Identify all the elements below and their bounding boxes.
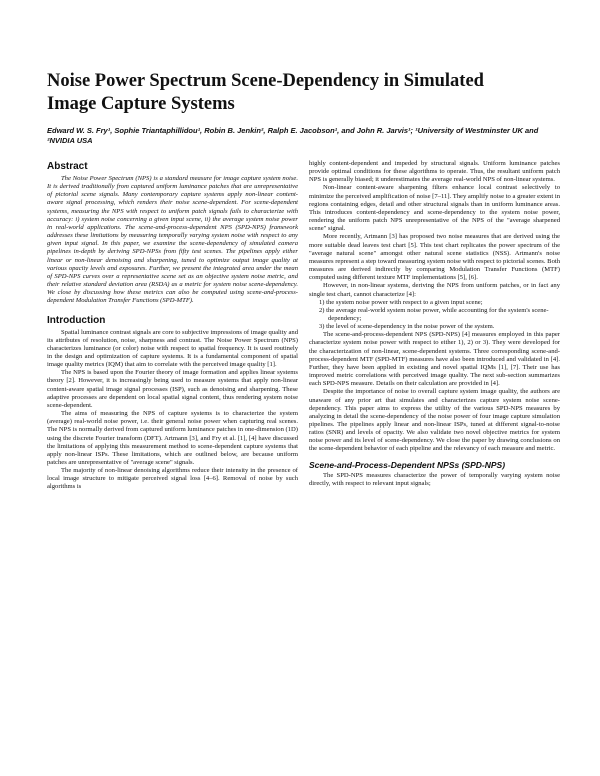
paper-title: Noise Power Spectrum Scene-Dependency in Simulated Image Capture Systems (47, 71, 484, 114)
intro-paragraph: The NPS is based upon the Fourier theory of image formation and applies linear systems theory [2]. However, it is increasingly being used to measure systems that apply non-linear content-aware spatial image signal processes (ISP), such as denoising and sharpening. These adaptive processes are dependent on local spatial signal content, thus rendering system noise scene-dependent. (47, 369, 298, 409)
introduction-heading: Introduction (47, 314, 106, 326)
body-paragraph: Despite the importance of noise to overall capture system image quality, the authors are unaware of any prior art that simulates and characterizes capture system noise scene-dependency. This paper aims to express the utility of the various SPD-NPS measures by analyzing in detail the scene-dependency of the noise power of four image capture simulation pipelines. The pipelines apply linear and non-linear ISPs, tuned at different signal-to-noise ratios (SNR) and levels of opacity. We also validate two novel objective metrics for system noise power and its level of scene-dependency. We close the paper by drawing conclusions on the scene-dependent behavior of each pipeline and the relevancy of each measure and metric. (309, 388, 560, 453)
body-paragraph: More recently, Artmann [3] has proposed two noise measures that are derived using the more suitable dead leaves test chart [5]. This test chart replicates the power spectrum of the "average natural scene" amongst other natural scene statistics (NSS). Artmann's noise measures represent a step toward measuring system noise with respect to pictorial scenes. Both measures are derived indirectly by comparing Modulation Transfer Functions (MTF) computed using different texture MTF implementations [5], [6]. (309, 233, 560, 282)
intro-paragraph: The majority of non-linear denoising algorithms reduce their intensity in the presence of local image structure to mitigate perceived signal loss [4–6]. Removal of noise by such algorithms is (47, 467, 298, 491)
intro-paragraph: The aims of measuring the NPS of capture systems is to characterize the system (average) real-world noise power, i.e. their general noise power when capturing real scenes. The NPS is normally derived from captured uniform luminance patches in one-dimension (1D) using the discrete Fourier transform (DFT). Artmann [3], and Fry et al. [1], [4] have discussed the limitations of applying this measurement method to scene-dependent capture systems that apply non-linear ISPs. These limitations, which are outlined below, are because uniform patches are unrepresentative of "average scene" signals. (47, 410, 298, 466)
list-item: 3) the level of scene-dependency in the noise power of the system. (319, 323, 495, 331)
left-column (47, 160, 298, 492)
list-item: 2) the average real-world system noise power, while accounting for the system's scene-dependency; (319, 306, 549, 322)
abstract-heading: Abstract (47, 161, 88, 172)
right-column (309, 160, 560, 488)
list-item: 1) the system noise power with respect to a given input scene; (319, 298, 483, 306)
body-paragraph: The scene-and-process-dependent NPS (SPD-NPS) [4] measures employed in this paper characterize system noise power with respect to either 1), 2) or 3). They were developed for the characterization of non-linear, scene-dependent systems. Three corresponding scene-and-process-dependent MTF (SPD-MTF) measures have also been introduced and validated in [4]. Further, they have been applied in existing and novel spatial IQMs [1], [7]. Their use has improved metric correlations with perceived image quality. The next sub-section summarizes each SPD-NPS measure. Details on their calculation are provided in [4]. (309, 331, 560, 388)
abstract-text: The Noise Power Spectrum (NPS) is a standard measure for image capture system noise. It is derived traditionally from captured uniform luminance patches that are unrepresentative of pictorial scene signals. Many contemporary capture systems apply non-linear content-aware signal processing, which renders their noise scene-dependent. For scene-dependent systems, measuring the NPS with respect to uniform patch signals fails to characterize with accuracy: i) system noise concerning a given input scene, ii) the average system noise power in real-world applications. The scene-and-process-dependent NPS (SPD-NPS) framework addresses these limitations by measuring temporally varying system noise with respect to any given input signal. In this paper, we examine the scene-dependency of simulated camera pipelines in-depth by deriving SPD-NPSs from fifty test scenes. The pipelines apply either linear or non-linear denoising and sharpening, tuned to optimize output image quality at various opacity levels and exposures. Further, we present the integrated area under the mean of SPD-NPS curves over a representative scene set as an objective system noise metric, and their relative standard deviation area (RSDA) as a metric for system noise scene-dependency. We close by discussing how these metrics can also be computed using scene-and-process-dependent Modulation Transfer Functions (SPD-MTF). (47, 175, 298, 305)
author-affiliations: Edward W. S. Fry¹, Sophie Triantaphillidou¹, Robin B. Jenkin², Ralph E. Jacobson¹, and John R. Jarvis¹; ¹University of Westminster UK and ²NVIDIA USA (47, 126, 539, 145)
body-paragraph: highly content-dependent and impeded by structural signals. Uniform luminance patches provide optimal conditions for these algorithms to operate. Thus, the resultant uniform patch NPS is generally biased; it underestimates the average real-world NPS of non-linear systems. (309, 160, 560, 184)
body-paragraph: Non-linear content-aware sharpening filters enhance local contrast selectively to minimize the perceived amplification of noise [7–11]. They amplify noise to a greater extent in regions containing edges, detail and other structural signals than in uniform luminance areas. This introduces content-dependency and scene-dependency to the system noise power, rendering the uniform patch NPS unrepresentative of the NPS of the "average sharpened scene" signal. (309, 184, 560, 233)
section-subheading: Scene-and-Process-Dependent NPSs (SPD-NPS) (309, 459, 506, 470)
limitations-list (309, 299, 560, 332)
intro-paragraph: Spatial luminance contrast signals are core to subjective impressions of image quality and its attributes of resolution, noise, sharpness and contrast. The Noise Power Spectrum (NPS) characterizes luminance (or color) noise with respect to spatial frequency. It is used routinely in the design and optimization of capture systems. It is a fundamental component of spatial image quality metrics (IQM) that aim to correlate with the perceived image quality [1]. (47, 328, 298, 369)
body-paragraph: The SPD-NPS measures characterize the power of temporally varying system noise directly, with respect to relevant input signals; (309, 471, 560, 487)
body-paragraph: However, in non-linear systems, deriving the NPS from uniform patches, or in fact any single test chart, cannot characterize [4]: (309, 282, 560, 298)
